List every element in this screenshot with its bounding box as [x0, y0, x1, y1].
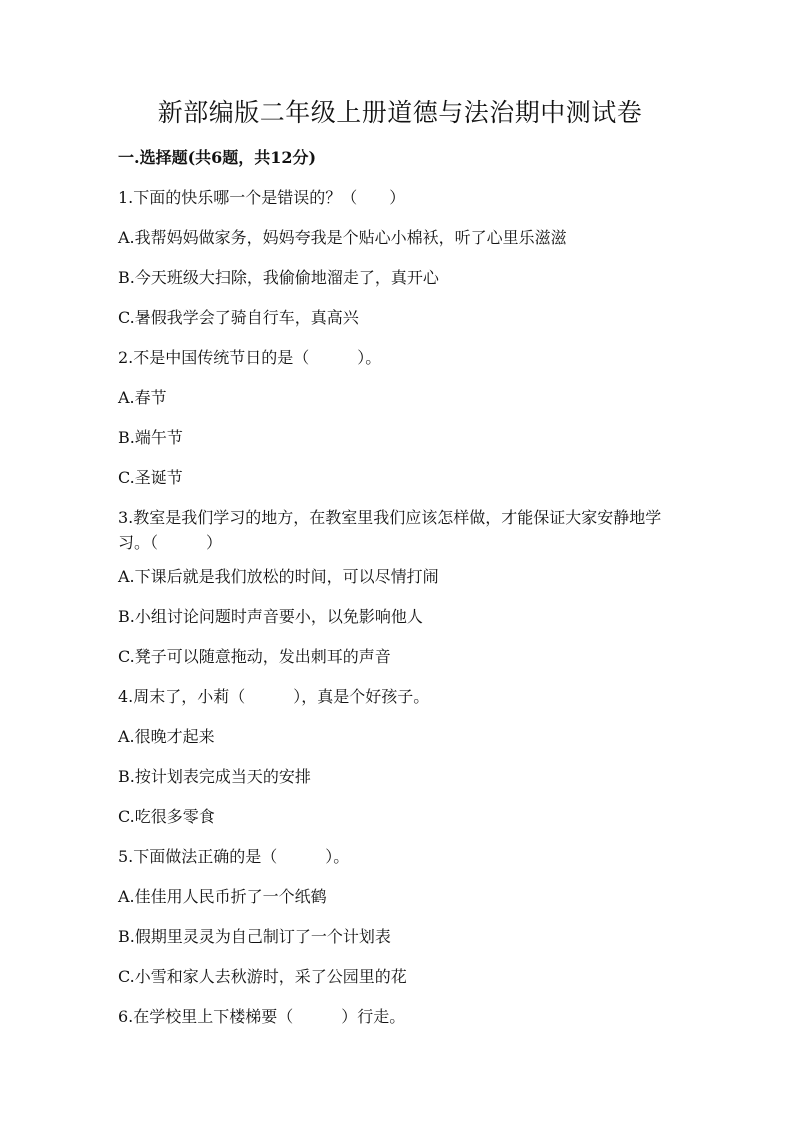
question-5-option-c: C.小雪和家人去秋游时，采了公园里的花 [118, 967, 407, 986]
question-3-stem: 3.教室是我们学习的地方，在教室里我们应该怎样做，才能保证大家安静地学习。（ ） [118, 508, 662, 552]
question-3-option-c: C.凳子可以随意拖动，发出刺耳的声音 [118, 647, 391, 666]
question-2-option-c: C.圣诞节 [118, 468, 183, 487]
question-1-option-b: B.今天班级大扫除，我偷偷地溜走了，真开心 [118, 268, 439, 287]
question-4-option-c: C.吃很多零食 [118, 807, 215, 826]
question-1-stem: 1.下面的快乐哪一个是错误的？（ ） [118, 188, 406, 207]
question-3-option-a: A.下课后就是我们放松的时间，可以尽情打闹 [118, 567, 439, 586]
question-5-option-a: A.佳佳用人民币折了一个纸鹤 [118, 887, 327, 906]
question-1-option-a: A.我帮妈妈做家务，妈妈夸我是个贴心小棉袄，听了心里乐滋滋 [118, 228, 567, 247]
question-5-stem: 5.下面做法正确的是（ ）。 [118, 847, 350, 866]
page-title: 新部编版二年级上册道德与法治期中测试卷 [157, 98, 643, 127]
question-4-stem: 4.周末了，小莉（ ），真是个好孩子。 [118, 687, 430, 706]
question-5-option-b: B.假期里灵灵为自己制订了一个计划表 [118, 927, 391, 946]
question-2-option-a: A.春节 [118, 388, 167, 407]
question-2-stem: 2.不是中国传统节日的是（ ）。 [118, 348, 382, 367]
question-1-option-c: C.暑假我学会了骑自行车，真高兴 [118, 308, 359, 327]
question-6-stem: 6.在学校里上下楼梯要（ ）行走。 [118, 1007, 406, 1026]
question-3-option-b: B.小组讨论问题时声音要小，以免影响他人 [118, 607, 423, 626]
question-4-option-a: A.很晚才起来 [118, 727, 215, 746]
section-heading: 一.选择题(共6题，共12分) [118, 148, 317, 167]
question-4-option-b: B.按计划表完成当天的安排 [118, 767, 311, 786]
question-2-option-b: B.端午节 [118, 428, 183, 447]
